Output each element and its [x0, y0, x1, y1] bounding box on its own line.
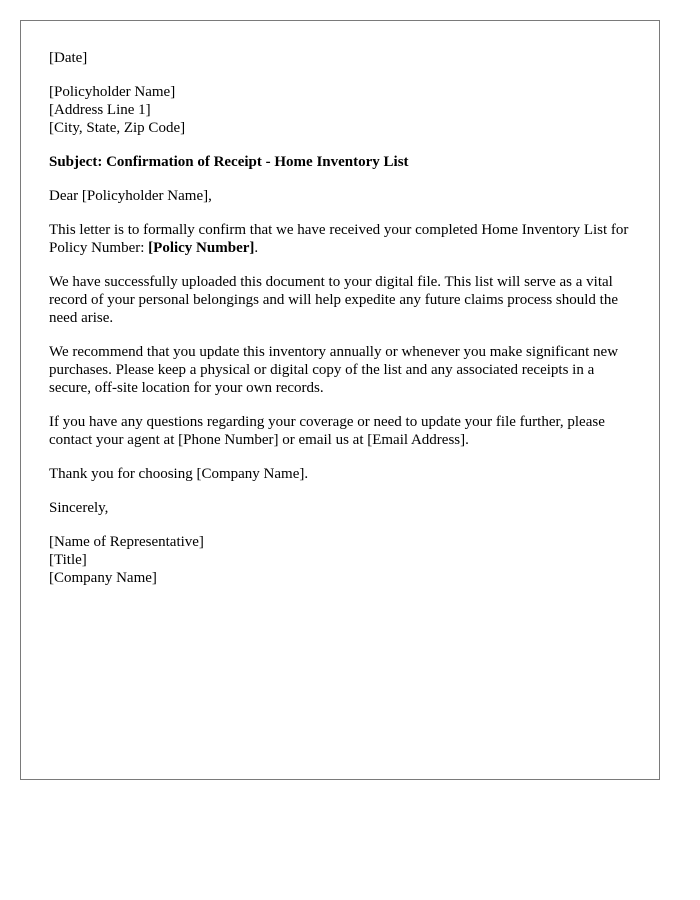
letter-document: [20, 20, 660, 780]
policy-number: [Policy Number]: [148, 240, 255, 256]
recipient-name: [Policyholder Name]: [49, 84, 176, 100]
company-name: [Company Name]: [49, 570, 157, 586]
paragraph-upload: We have successfully uploaded this document to your digital file. This list will serve as a vital record of your personal belongings and will help expedite any future claims process should the need arise.: [49, 274, 619, 326]
paragraph-confirmation: [49, 221, 631, 257]
paragraph-thanks: Thank you for choosing [Company Name].: [49, 466, 309, 482]
signature-block: [49, 533, 631, 587]
date-block: [49, 49, 631, 67]
closing: Sincerely,: [49, 500, 109, 516]
paragraph-confirmation-end: .: [254, 240, 259, 256]
representative-title: [Title]: [49, 552, 87, 568]
letter-date: [Date]: [49, 50, 88, 66]
representative-name: [Name of Representative]: [49, 534, 204, 550]
recipient-address-block: [49, 83, 631, 137]
recipient-city-state-zip: [City, State, Zip Code]: [49, 120, 186, 136]
paragraph-confirmation-text: This letter is to formally confirm that we have received your completed Home Inventory List for Policy Number:: [49, 222, 629, 256]
recipient-address-line-1: [Address Line 1]: [49, 102, 151, 118]
paragraph-recommendation: We recommend that you update this inventory annually or whenever you make significant new purchases. Please keep a physical or digital copy of the list and any associated receipts in a secure, off-site location for your own records.: [49, 344, 619, 396]
salutation: Dear [Policyholder Name],: [49, 188, 212, 204]
paragraph-contact: If you have any questions regarding your coverage or need to update your file further, please contact your agent at [Phone Number] or email us at [Email Address].: [49, 414, 605, 448]
subject-line: Subject: Confirmation of Receipt - Home Inventory List: [49, 154, 409, 170]
